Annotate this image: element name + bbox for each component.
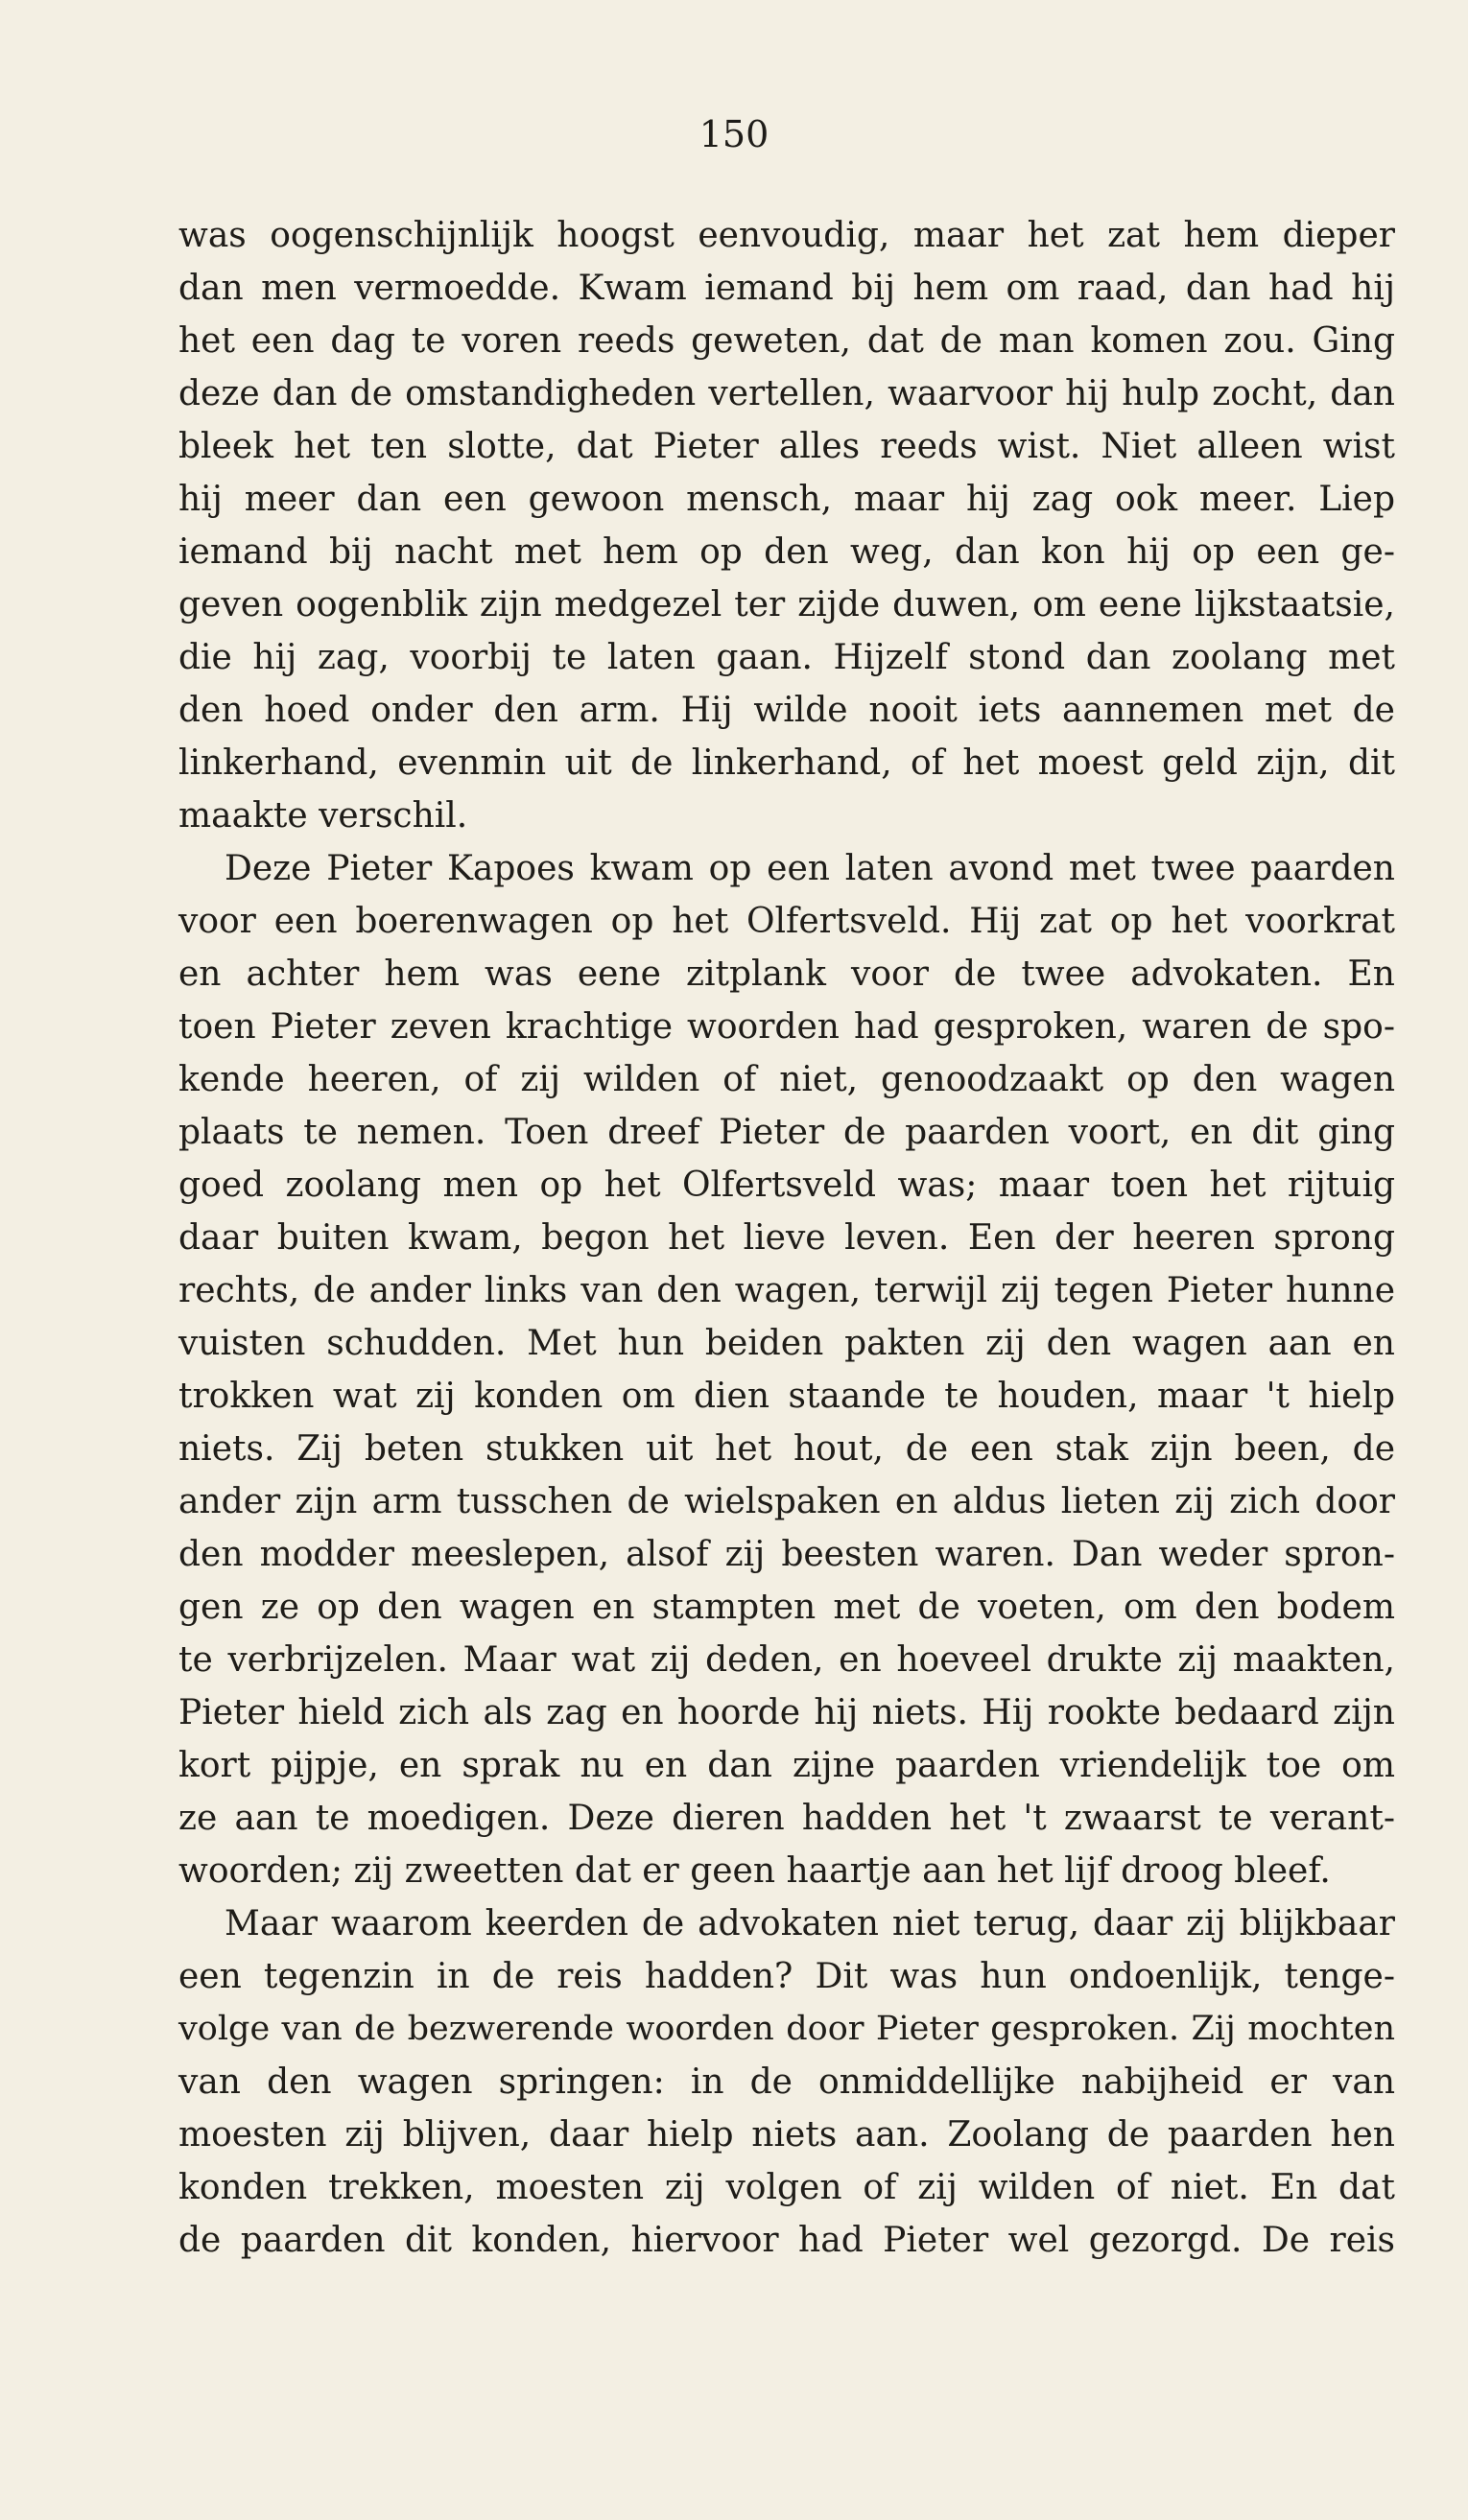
- text-line: moesten zij blijven, daar hielp niets aan. Zoolang de paarden hen: [178, 2115, 1395, 2155]
- body-text: [178, 209, 1395, 2267]
- text-line: ander zijn arm tusschen de wielspaken en aldus lieten zij zich door: [178, 1482, 1395, 1521]
- text-line: kort pijpje, en sprak nu en dan zijne paarden vriendelijk toe om: [178, 1746, 1395, 1785]
- text-line: trokken wat zij konden om dien staande te houden, maar 't hielp: [178, 1377, 1395, 1416]
- text-line: het een dag te voren reeds geweten, dat de man komen zou. Ging: [178, 321, 1395, 361]
- text-line: voor een boerenwagen op het Olfertsveld. Hij zat op het voorkrat: [178, 902, 1395, 941]
- text-line: bleek het ten slotte, dat Pieter alles reeds wist. Niet alleen wist: [178, 427, 1395, 466]
- text-line: gen ze op den wagen en stampten met de voeten, om den bodem: [178, 1588, 1395, 1627]
- text-line: rechts, de ander links van den wagen, terwijl zij tegen Pieter hunne: [178, 1271, 1395, 1310]
- paragraph: [178, 209, 1395, 842]
- text-line: plaats te nemen. Toen dreef Pieter de paarden voort, en dit ging: [178, 1113, 1395, 1152]
- text-line: Pieter hield zich als zag en hoorde hij niets. Hij rookte bedaard zijn: [178, 1693, 1395, 1732]
- text-line: Maar waarom keerden de advokaten niet terug, daar zij blijkbaar: [225, 1904, 1395, 1943]
- text-line: goed zoolang men op het Olfertsveld was; maar toen het rijtuig: [178, 1166, 1395, 1205]
- paragraph: [178, 842, 1395, 1897]
- text-line: toen Pieter zeven krachtige woorden had gesproken, waren de spo-: [178, 1007, 1395, 1047]
- text-line: woorden; zij zweetten dat er geen haartje aan het lijf droog bleef.: [178, 1851, 1331, 1891]
- text-line: daar buiten kwam, begon het lieve leven. Een der heeren sprong: [178, 1218, 1395, 1258]
- text-line: iemand bij nacht met hem op den weg, dan kon hij op een ge-: [178, 532, 1395, 572]
- text-line: die hij zag, voorbij te laten gaan. Hijzelf stond dan zoolang met: [178, 638, 1395, 677]
- text-line: volge van de bezwerende woorden door Pieter gesproken. Zij mochten: [178, 2010, 1395, 2048]
- text-line: Deze Pieter Kapoes kwam op een laten avond met twee paarden: [225, 849, 1395, 888]
- text-line: maakte verschil.: [178, 796, 468, 836]
- text-line: konden trekken, moesten zij volgen of zij wilden of niet. En dat: [178, 2168, 1395, 2207]
- text-line: deze dan de omstandigheden vertellen, waarvoor hij hulp zocht, dan: [178, 374, 1395, 413]
- text-line: niets. Zij beten stukken uit het hout, de een stak zijn been, de: [178, 1429, 1395, 1469]
- text-line: de paarden dit konden, hiervoor had Pieter wel gezorgd. De reis: [178, 2221, 1395, 2260]
- text-line: van den wagen springen: in de onmiddellijke nabijheid er van: [178, 2062, 1395, 2102]
- paragraph: [178, 1897, 1395, 2267]
- text-line: den hoed onder den arm. Hij wilde nooit iets aannemen met de: [178, 691, 1395, 730]
- text-line: ze aan te moedigen. Deze dieren hadden het 't zwaarst te verant-: [178, 1799, 1395, 1838]
- text-line: den modder meeslepen, alsof zij beesten waren. Dan weder spron-: [178, 1535, 1395, 1574]
- text-line: kende heeren, of zij wilden of niet, genoodzaakt op den wagen: [178, 1060, 1395, 1099]
- text-line: linkerhand, evenmin uit de linkerhand, of het moest geld zijn, dit: [178, 743, 1395, 783]
- text-line: was oogenschijnlijk hoogst eenvoudig, maar het zat hem dieper: [178, 216, 1395, 255]
- page-number: 150: [698, 113, 770, 155]
- text-line: dan men vermoedde. Kwam iemand bij hem om raad, dan had hij: [178, 269, 1395, 308]
- text-line: een tegenzin in de reis hadden? Dit was hun ondoenlijk, tenge-: [178, 1957, 1395, 1996]
- text-line: hij meer dan een gewoon mensch, maar hij zag ook meer. Liep: [178, 480, 1395, 519]
- text-line: geven oogenblik zijn medgezel ter zijde duwen, om eene lijkstaatsie,: [178, 585, 1395, 624]
- text-line: en achter hem was eene zitplank voor de twee advokaten. En: [178, 954, 1395, 994]
- text-line: te verbrijzelen. Maar wat zij deden, en hoeveel drukte zij maakten,: [178, 1640, 1395, 1680]
- text-line: vuisten schudden. Met hun beiden pakten zij den wagen aan en: [178, 1324, 1395, 1363]
